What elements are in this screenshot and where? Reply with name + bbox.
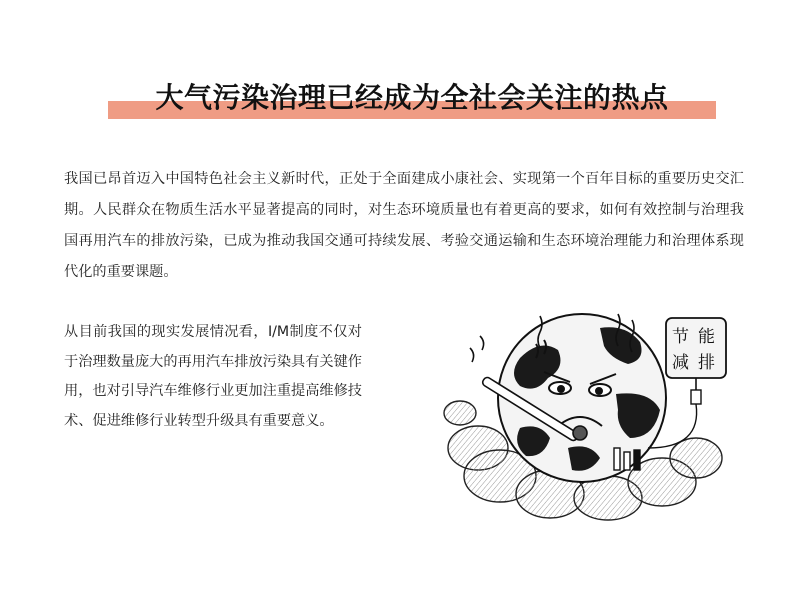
heading-block: [108, 78, 716, 124]
intro-paragraph: 我国已昂首迈入中国特色社会主义新时代，正处于全面建成小康社会、实现第一个百年目标的重要历史交汇期。人民群众在物质生活水平显著提高的同时，对生态环境质量也有着更高的要求，如何有效控制与治理我国再用汽车的排放污染，已成为推动我国交通可持续发展、考验交通运输和生态环境治理能力和治理体系现代化的重要课题。: [64, 171, 744, 280]
iv-bag-char-4: 排: [698, 353, 715, 373]
page-title: 大气污染治理已经成为全社会关注的热点: [155, 81, 669, 114]
iv-bag-char-1: 节: [672, 327, 689, 347]
im-system-paragraph: 从目前我国的现实发展情况看，I/M制度不仅对于治理数量庞大的再用汽车排放污染具有关键作用，也对引导汽车维修行业更加注重提高维修技术、促进维修行业转型升级具有重要意义。: [64, 324, 362, 429]
sick-earth-drawing: [440, 298, 740, 524]
earth-globe: [498, 314, 666, 482]
sick-earth-illustration: [440, 298, 740, 524]
iv-bag-char-2: 能: [698, 327, 715, 347]
iv-bag-char-3: 减: [672, 353, 689, 373]
